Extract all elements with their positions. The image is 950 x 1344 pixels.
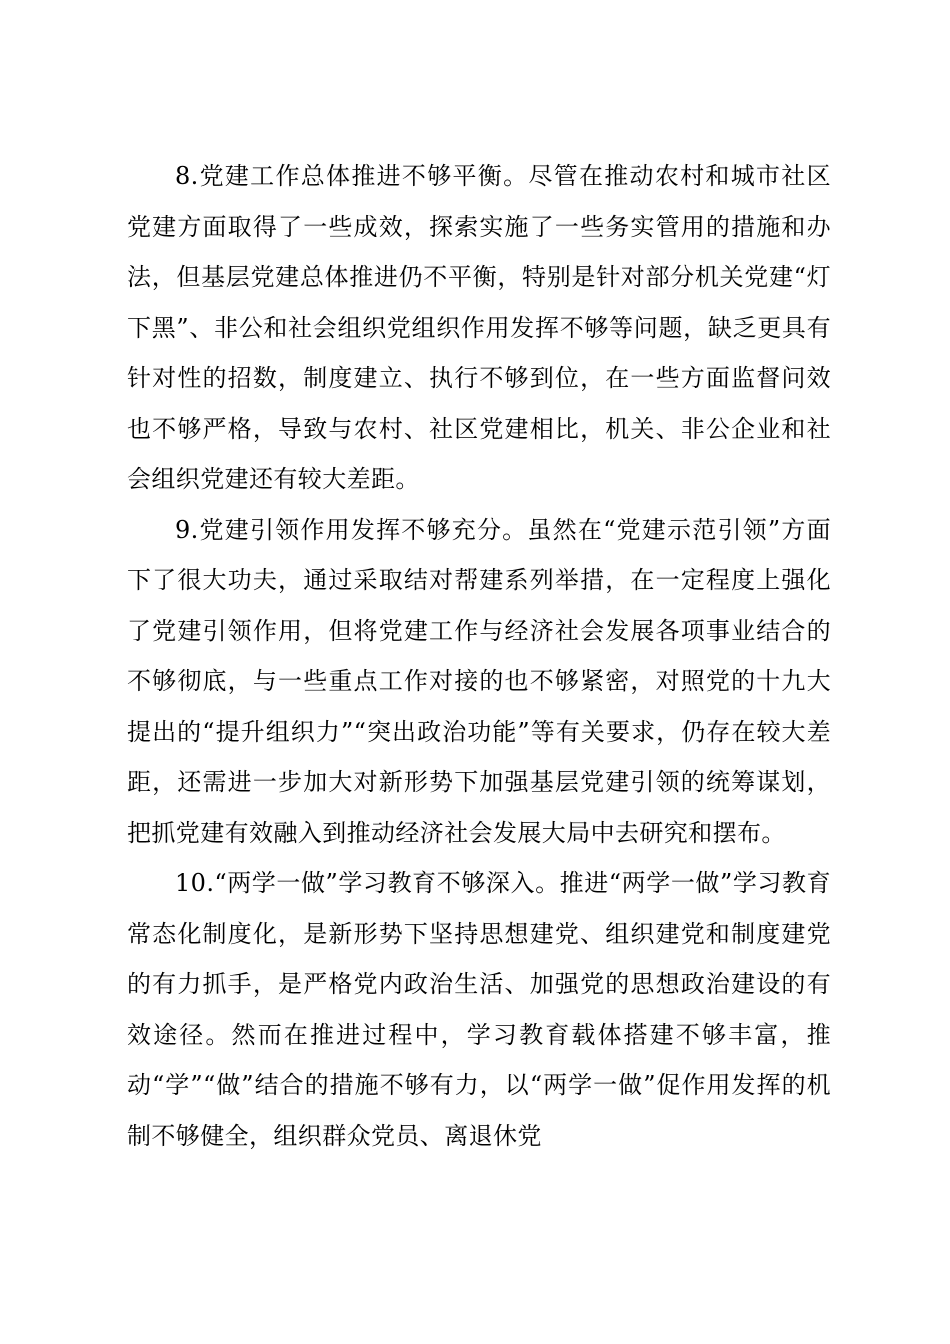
paragraph-9: 9.党建引领作用发挥不够充分。虽然在“党建示范引领”方面下了很大功夫，通过采取结对帮建系列举措，在一定程度上强化了党建引领作用，但将党建工作与经济社会发展各项事业结合的不够彻底，与一些重点工作对接的也不够紧密，对照党的十九大提出的“提升组织力”“突出政治功能”等有关要求，仍存在较大差距，还需进一步加大对新形势下加强基层党建引领的统筹谋划，把抓党建有效融入到推动经济社会发展大局中去研究和摆布。 bbox=[127, 515, 831, 847]
paragraph-10: 10.“两学一做”学习教育不够深入。推进“两学一做”学习教育常态化制度化，是新形势下坚持思想建党、组织建党和制度建党的有力抓手，是严格党内政治生活、加强党的思想政治建设的有效途径。然而在推进过程中，学习教育载体搭建不够丰富，推动“学”“做”结合的措施不够有力，以“两学一做”促作用发挥的机制不够健全，组织群众党员、离退休党 bbox=[127, 869, 831, 1150]
paragraph-8: 8.党建工作总体推进不够平衡。尽管在推动农村和城市社区党建方面取得了一些成效，探索实施了一些务实管用的措施和办法，但基层党建总体推进仍不平衡，特别是针对部分机关党建“灯下黑”、非公和社会组织党组织作用发挥不够等问题，缺乏更具有针对性的招数，制度建立、执行不够到位，在一些方面监督问效也不够严格，导致与农村、社区党建相比，机关、非公企业和社会组织党建还有较大差距。 bbox=[127, 162, 831, 493]
document-body bbox=[127, 151, 831, 1161]
